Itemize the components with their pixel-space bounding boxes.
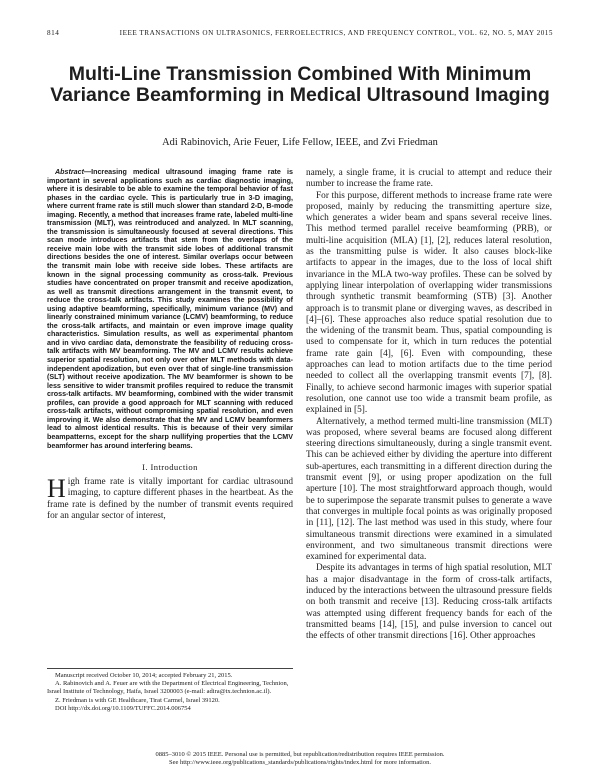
abstract bbox=[47, 168, 293, 450]
permissions-line: See http://www.ieee.org/publications_standards/publications/rights/index.html for more information. bbox=[169, 759, 431, 766]
abstract-text: —Increasing medical ultrasound imaging frame rate is important in several applications such as cardiac diagnostic imaging, where it is desirable to be able to examine the temporal behavior of fast phases in the cardiac cycle. This is particularly true in 3-D imaging, where current frame rate is still much slower than standard 2-D, B-mode imaging. Recently, a method that increases frame rate, labeled multi-line transmission (MLT), was reintroduced and analyzed. In MLT scanning, the transmission is simultaneously focused at several directions. This scan mode introduces artifacts that stem from the overlaps of the receive main lobe with the transmit side lobes of additional transmit directions besides the one of interest. Similar overlaps occur between the transmit main lobe with receive side lobes. These artifacts are known in the signal processing community as cross-talk. Previous studies have concentrated on proper transmit and receive apodization, as well as transmit directions arrangement in the transmit event, to reduce the cross-talk artifacts. This study examines the possibility of using adaptive beamforming, specifically, minimum variance (MV) and linearly constrained minimum variance (LCMV) beamforming, to reduce the cross-talk artifacts, and maintain or even improve image quality characteristics. Simulation results, as well as experimental phantom and in vivo cardiac data, demonstrate the feasibility of reducing cross-talk artifacts with MV beamforming. The MV and LCMV results achieve superior spatial resolution, not only over other MLT methods with data-independent apodization, but even over that of single-line transmission (SLT) without receive apodization. The MV beamformer is shown to be less sensitive to wider transmit profiles required to reduce the transmit cross-talk artifacts. MV beamforming, combined with the wider transmit profiles, can provide a good approach for MLT scanning with reduced cross-talk artifacts, without compromising spatial resolution, and even improving it. We also demonstrate that the MV and LCMV beamformers lead to almost identical results. This is because of their very similar beampatterns, except for the sharp nullifying properties that the LCMV beamformer has around interfering beams. bbox=[47, 168, 293, 450]
footnote: A. Rabinovich and A. Feuer are with the Department of Electrical Engineering, Technion, Israel Institute of Technology, Haifa, Israel 3200003 (e-mail: adira@tx.technion.ac.il). bbox=[47, 680, 289, 696]
paragraph: namely, a single frame, it is crucial to attempt and reduce their number to increase the frame rate. bbox=[306, 168, 552, 190]
drop-cap: H bbox=[47, 474, 66, 504]
journal-name: IEEE TRANSACTIONS ON ULTRASONICS, FERROELECTRICS, AND FREQUENCY CONTROL, VOL. 62, NO. 5, MAY 2015 bbox=[119, 29, 553, 37]
section-heading: I. Introduction bbox=[142, 462, 198, 473]
paragraph: Despite its advantages in terms of high spatial resolution, MLT has a major disadvantage in the form of cross-talk artifacts, induced by the interactions between the ultrasound pressure fields on both transmit and receive [13]. Reducing cross-talk artifacts was attempted using different frequency bands for each of the transmitted beams [14], [15], and pulse inversion to cancel out the effects of other transmit directions [16]. Other approaches bbox=[306, 563, 552, 642]
intro-text: igh frame rate is vitally important for cardiac ultrasound imaging, to capture different phases in the heartbeat. As the frame rate is defined by the number of transmit events required for an angular sector of interest, bbox=[47, 477, 293, 521]
footnote: Manuscript received October 10, 2014; accepted February 21, 2015. bbox=[55, 672, 233, 679]
running-header bbox=[47, 29, 553, 41]
page-number: 814 bbox=[47, 29, 60, 37]
footnote-doi: DOI http://dx.doi.org/10.1109/TUFFC.2014.006754 bbox=[55, 704, 191, 712]
author-list: Adi Rabinovich, Arie Feuer, Life Fellow, IEEE, and Zvi Friedman bbox=[162, 137, 438, 148]
abstract-label: Abstract bbox=[55, 168, 84, 176]
footnotes bbox=[47, 668, 293, 713]
intro-paragraph bbox=[47, 474, 293, 522]
footnote: Z. Friedman is with GE Healthcare, Tirat Carmel, Israel 39120. bbox=[55, 696, 220, 704]
paragraph: For this purpose, different methods to increase frame rate were proposed, mainly by reducing the transmitting aperture size, which generates a wider beam and spans several receive lines. This method termed parallel receive beamforming (PRB), or multi-line acquisition (MLA) [1], [2], reduces lateral resolution, as the transmitting pulse is wider. It also causes block-like artifacts to appear in the images, due to the loss of local shift invariance in the MLA two-way profiles. These can be solved by applying linear interpolation of overlapping wider transmissions through synthetic transmit beamforming (STB) [3]. Another approach is to transmit plane or diverging waves, as described in [4]–[6]. These approaches also reduce spatial resolution due to the widening of the transmit beam. Thus, spatial compounding is used to compensate for it, which in turn reduces the potential frame rate gain [4], [6]. Even with compounding, these approaches can lead to motion artifacts due to the time period needed to collect all the overlapping transmit events [7], [8]. Finally, to achieve second harmonic images with superior spatial resolution, one cannot use too wide a transmit beam profile, as explained in [5]. bbox=[306, 190, 552, 416]
copyright-footer bbox=[47, 751, 553, 767]
paper-title: Multi-Line Transmission Combined With Minimum Variance Beamforming in Medical Ultrasound Imaging bbox=[50, 63, 550, 106]
left-column bbox=[47, 168, 293, 522]
copyright-line: 0885–3010 © 2015 IEEE. Personal use is permitted, but republication/redistribution requires IEEE permission. bbox=[155, 751, 445, 758]
right-column bbox=[306, 168, 552, 642]
paragraph: Alternatively, a method termed multi-line transmission (MLT) was proposed, where several beams are focused along different steering directions simultaneously, during a single transmit event. This can be achieved either by dividing the aperture into different sub-apertures, each transmitting in a different direction during the transmit event [9], or using proper apodization on the full aperture [10]. The most straightforward approach though, would be to superimpose the separate transmit pulses to generate a wave that converges in multiple focal points as was originally proposed in [11], [12]. The last method was used in this study, where four simultaneous transmit directions were examined in a simulated environment, and two simultaneous transmit directions were examined for experimental data. bbox=[306, 416, 552, 563]
